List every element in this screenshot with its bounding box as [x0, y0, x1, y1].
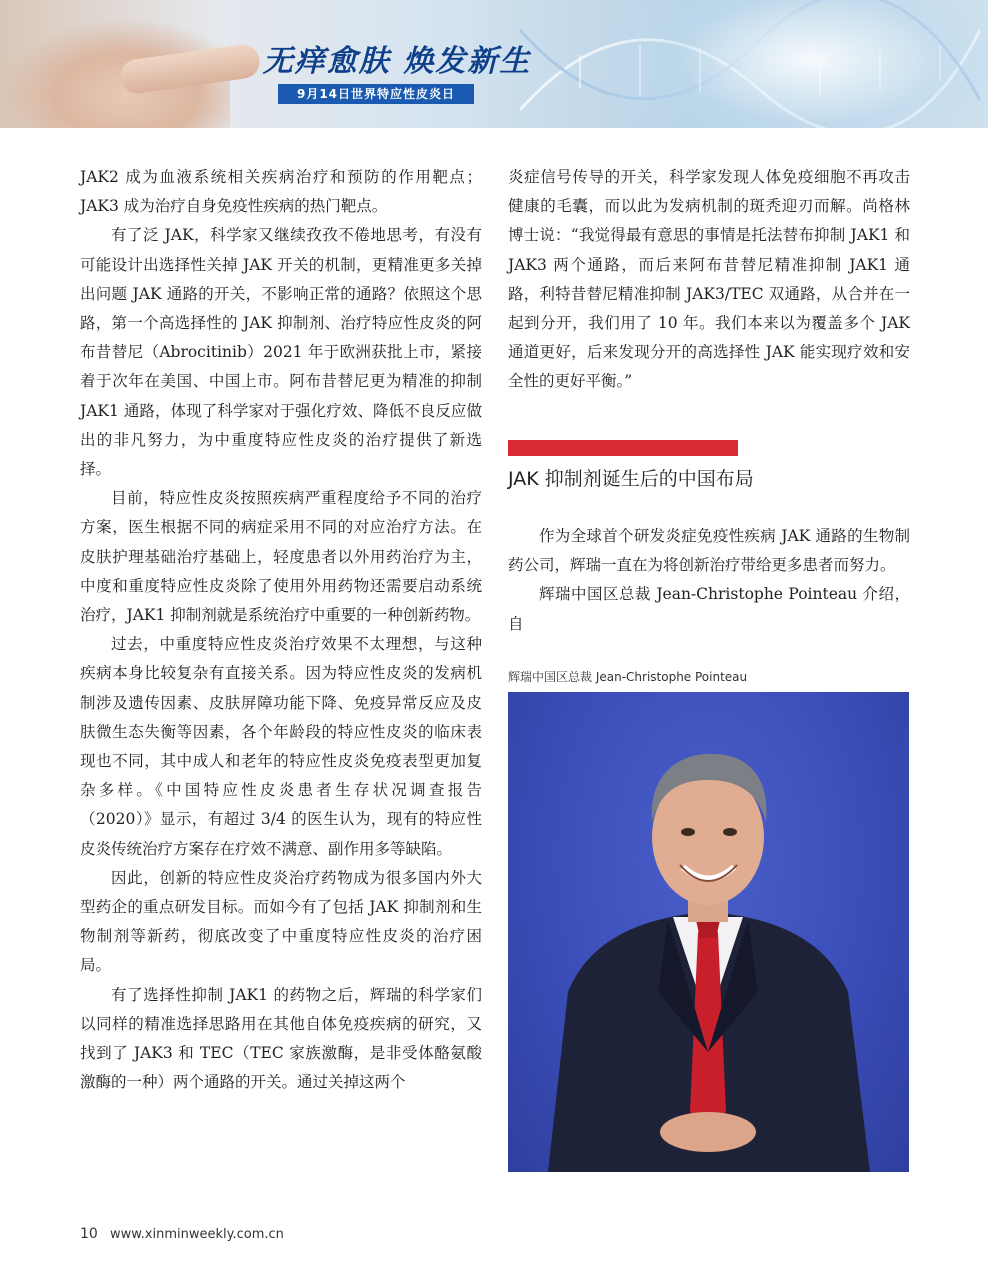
paragraph: 有了泛 JAK，科学家又继续孜孜不倦地思考，有没有可能设计出选择性关掉 JAK 开关的机制，更精准更多关掉出问题 JAK 通路的开关，不影响正常的通路？依照这个思路，第一个高选择性的 JAK 抑制剂、治疗特应性皮炎的阿布昔替尼（Abrocitinib）2021 年于欧洲获批上市，紧接着于次年在美国、中国上市。阿布昔替尼更为精准的抑制 JAK1 通路，体现了科学家对于强化疗效、降低不良反应做出的非凡努力，为中重度特应性皮炎的治疗提供了新选择。 — [80, 226, 482, 479]
website-url: www.xinminweekly.com.cn — [109, 1227, 284, 1242]
paragraph: 因此，创新的特应性皮炎治疗药物成为很多国内外大型药企的重点研发目标。而如今有了包括 JAK 抑制剂和生物制剂等新药，彻底改变了中重度特应性皮炎的治疗困局。 — [80, 868, 482, 975]
portrait-figure — [508, 692, 909, 1172]
banner-subtitle: 9月14日世界特应性皮炎日 — [278, 84, 474, 104]
banner-title: 无痒愈肤 焕发新生 — [262, 44, 532, 79]
photo-caption: 辉瑞中国区总裁 Jean-Christophe Pointeau — [508, 670, 748, 684]
right-column-top — [508, 163, 910, 397]
right-column-section — [508, 522, 910, 639]
paragraph: 有了选择性抑制 JAK1 的药物之后，辉瑞的科学家们以同样的精准选择思路用在其他自体免疫疾病的研究，又找到了 JAK3 和 TEC（TEC 家族激酶，是非受体酪氨酸激酶的一种）两个通路的开关。通过关掉这两个 — [80, 985, 482, 1092]
left-column — [80, 163, 482, 1098]
paragraph: 作为全球首个研发炎症免疫性疾病 JAK 通路的生物制药公司，辉瑞一直在为将创新治疗带给更多患者而努力。 — [508, 527, 910, 575]
paragraph: 炎症信号传导的开关，科学家发现人体免疫细胞不再攻击健康的毛囊，而以此为发病机制的斑秃迎刃而解。尚格林博士说：“我觉得最有意思的事情是托法替布抑制 JAK1 和 JAK3 两个通路，而后来阿布昔替尼精准抑制 JAK1 通路，利特昔替尼精准抑制 JAK3/TEC 双通路，从合并在一起到分开，我们用了 10 年。我们本来以为覆盖多个 JAK 通道更好，后来发现分开的高选择性 JAK 能实现疗效和安全性的更好平衡。” — [508, 168, 910, 391]
paragraph: 辉瑞中国区总裁 Jean-Christophe Pointeau 介绍，自 — [508, 585, 910, 633]
section-accent-bar — [508, 440, 738, 456]
page-footer — [80, 1226, 284, 1242]
page-number: 10 — [80, 1226, 98, 1242]
paragraph: 过去，中重度特应性皮炎治疗效果不太理想，与这种疾病本身比较复杂有直接关系。因为特应性皮炎的发病机制涉及遗传因素、皮肤屏障功能下降、免疫异常反应及皮肤微生态失衡等因素，各个年龄段的特应性皮炎的临床表现也不同，其中成人和老年的特应性皮炎免疫表型更加复杂多样。《中国特应性皮炎患者生存状况调查报告（2020）》显示，有超过 3/4 的医生认为，现有的特应性皮炎传统治疗方案存在疗效不满意、副作用多等缺陷。 — [80, 635, 482, 858]
paragraph: 目前，特应性皮炎按照疾病严重程度给予不同的治疗方案，医生根据不同的病症采用不同的对应治疗方法。在皮肤护理基础治疗基础上，轻度患者以外用药治疗为主，中度和重度特应性皮炎除了使用外用药物还需要启动系统治疗，JAK1 抑制剂就是系统治疗中重要的一种创新药物。 — [80, 489, 482, 625]
header-banner — [0, 0, 988, 128]
paragraph: JAK2 成为血液系统相关疾病治疗和预防的作用靶点；JAK3 成为治疗自身免疫性疾病的热门靶点。 — [80, 168, 482, 216]
light-glow — [600, 0, 988, 128]
portrait-photo — [508, 692, 909, 1172]
section-heading: JAK 抑制剂诞生后的中国布局 — [508, 468, 754, 490]
